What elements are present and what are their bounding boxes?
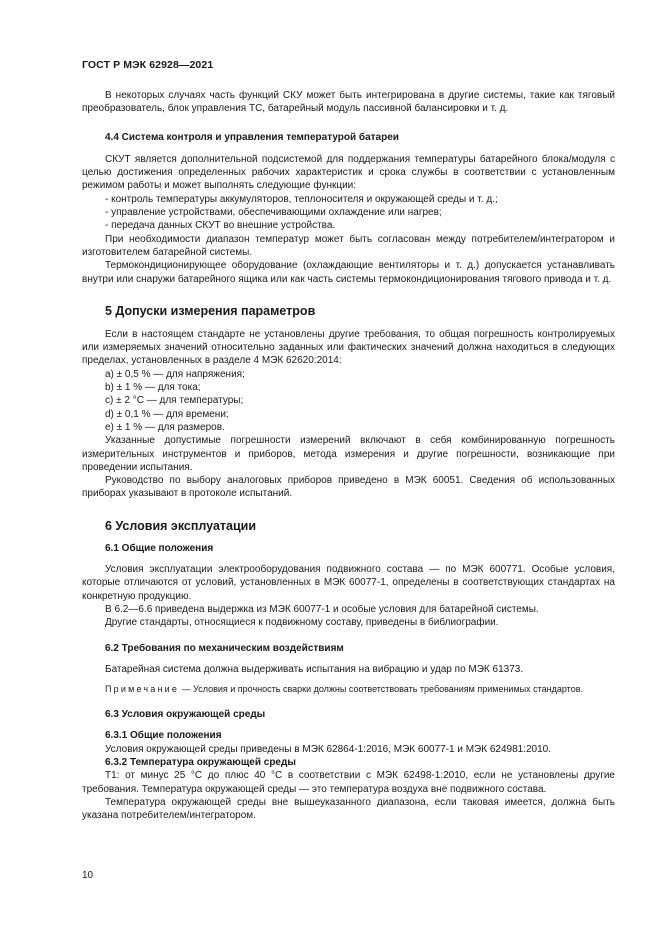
section-4-4-paragraph-2: При необходимости диапазон температур может быть согласован между потребителем/интегратором и изготовителем батарейной системы. [82,233,615,258]
section-6-2-paragraph: Батарейная система должна выдерживать испытания на вибрацию и удар по МЭК 61373. [105,663,524,675]
section-4-4-paragraph-1: СКУТ является дополнительной подсистемой для поддержания температуры батарейного блока/модуля с целью достижения определенных рабочих характеристик и срока службы в соответствии с установленным режимом работы и может выполнять следующие функции: [82,153,615,192]
section-6-3-heading: 6.3 Условия окружающей среды [105,709,266,721]
section-5-paragraph-1: Если в настоящем стандарте не установлены другие требования, то общая погрешность контролируемых или измеряемых значений относительно заданных или фактических значений должна находиться в следующих пределах, установленных в разделе 4 МЭК 62620:2014: [82,328,615,367]
section-6-1-paragraph-3: Другие стандарты, относящиеся к подвижному составу, приведены в библиографии. [105,617,499,629]
section-6-3-1-heading: 6.3.1 Общие положения [105,730,222,742]
list-item: c) ± 2 °С — для температуры; [105,395,244,407]
note-text: — Условия и прочность сварки должны соответствовать требованиям применимых стандартов. [179,684,583,695]
section-4-4-paragraph-3: Термокондиционирующее оборудование (охлаждающие вентиляторы и т. д.) допускается устанавливать внутри или снаружи батарейного ящика или как часть системы термокондиционирования тягового привода и т. д. [82,260,615,285]
section-6-3-1-paragraph: Условия окружающей среды приведены в МЭК 62864-1:2016, МЭК 60077-1 и МЭК 624981:2010. [105,743,552,755]
list-item: - контроль температуры аккумуляторов, теплоносителя и окружающей среды и т. д.; [105,193,498,205]
section-5-heading: 5 Допуски измерения параметров [105,303,316,318]
list-item: a) ± 0,5 % — для напряжения; [105,368,245,380]
section-5-paragraph-3: Руководство по выбору аналоговых приборов приведено в МЭК 60051. Сведения об использованных приборах указывают в протоколе испытаний. [82,475,615,500]
note-label: Примечание [105,684,180,695]
section-6-2-heading: 6.2 Требования по механическим воздействиям [105,642,344,654]
list-item: b) ± 1 % — для тока; [105,382,201,394]
list-item: - передача данных СКУТ во внешние устройства. [105,220,336,232]
page-content [82,89,615,822]
list-item: e) ± 1 % — для размеров. [105,421,225,433]
document-header: ГОСТ Р МЭК 62928—2021 [82,59,214,71]
list-item: - управление устройствами, обеспечивающими охлаждение или нагрев; [105,207,442,219]
section-6-1-paragraph-1: Условия эксплуатации электрооборудования подвижного состава — по МЭК 600771. Особые условия, которые отличаются от условий, установленных в МЭК 60077-1, определены в соответствующих стандартах на конкретную продукцию. [82,564,615,602]
note [82,683,615,695]
section-6-heading: 6 Условия эксплуатации [105,518,257,533]
section-6-3-2-paragraph-2: Температура окружающей среды вне вышеуказанного диапазона, если таковая имеется, должна быть указана потребителем/интегратором. [82,796,615,822]
list-item: d) ± 0,1 % — для времени; [105,408,229,420]
section-5-paragraph-2: Указанные допустимые погрешности измерений включают в себя комбинированную погрешность измерительных инструментов и приборов, метода измерения и другие погрешности, возникающие при проведении испытания. [82,435,615,473]
section-4-4-heading: 4.4 Система контроля и управления температурой батареи [105,131,399,143]
intro-paragraph: В некоторых случаях часть функций СКУ может быть интегрирована в другие системы, такие как тяговый преобразователь, блок управления ТС, батарейный модуль пассивной балансировки и т. д. [82,90,615,115]
section-6-3-2-paragraph-1: Т1: от минус 25 °С до плюс 40 °С в соответствии с МЭК 62498-1:2010, если не установлены другие требования. Температура окружающей среды — это температура воздуха вне подвижного состава. [82,770,615,795]
page-number: 10 [82,870,94,881]
section-6-1-paragraph-2: В 6.2—6.6 приведена выдержка из МЭК 60077-1 и особые условия для батарейной системы. [105,603,539,615]
section-6-1-heading: 6.1 Общие положения [105,542,214,554]
section-6-3-2-heading: 6.3.2 Температура окружающей среды [105,756,296,768]
